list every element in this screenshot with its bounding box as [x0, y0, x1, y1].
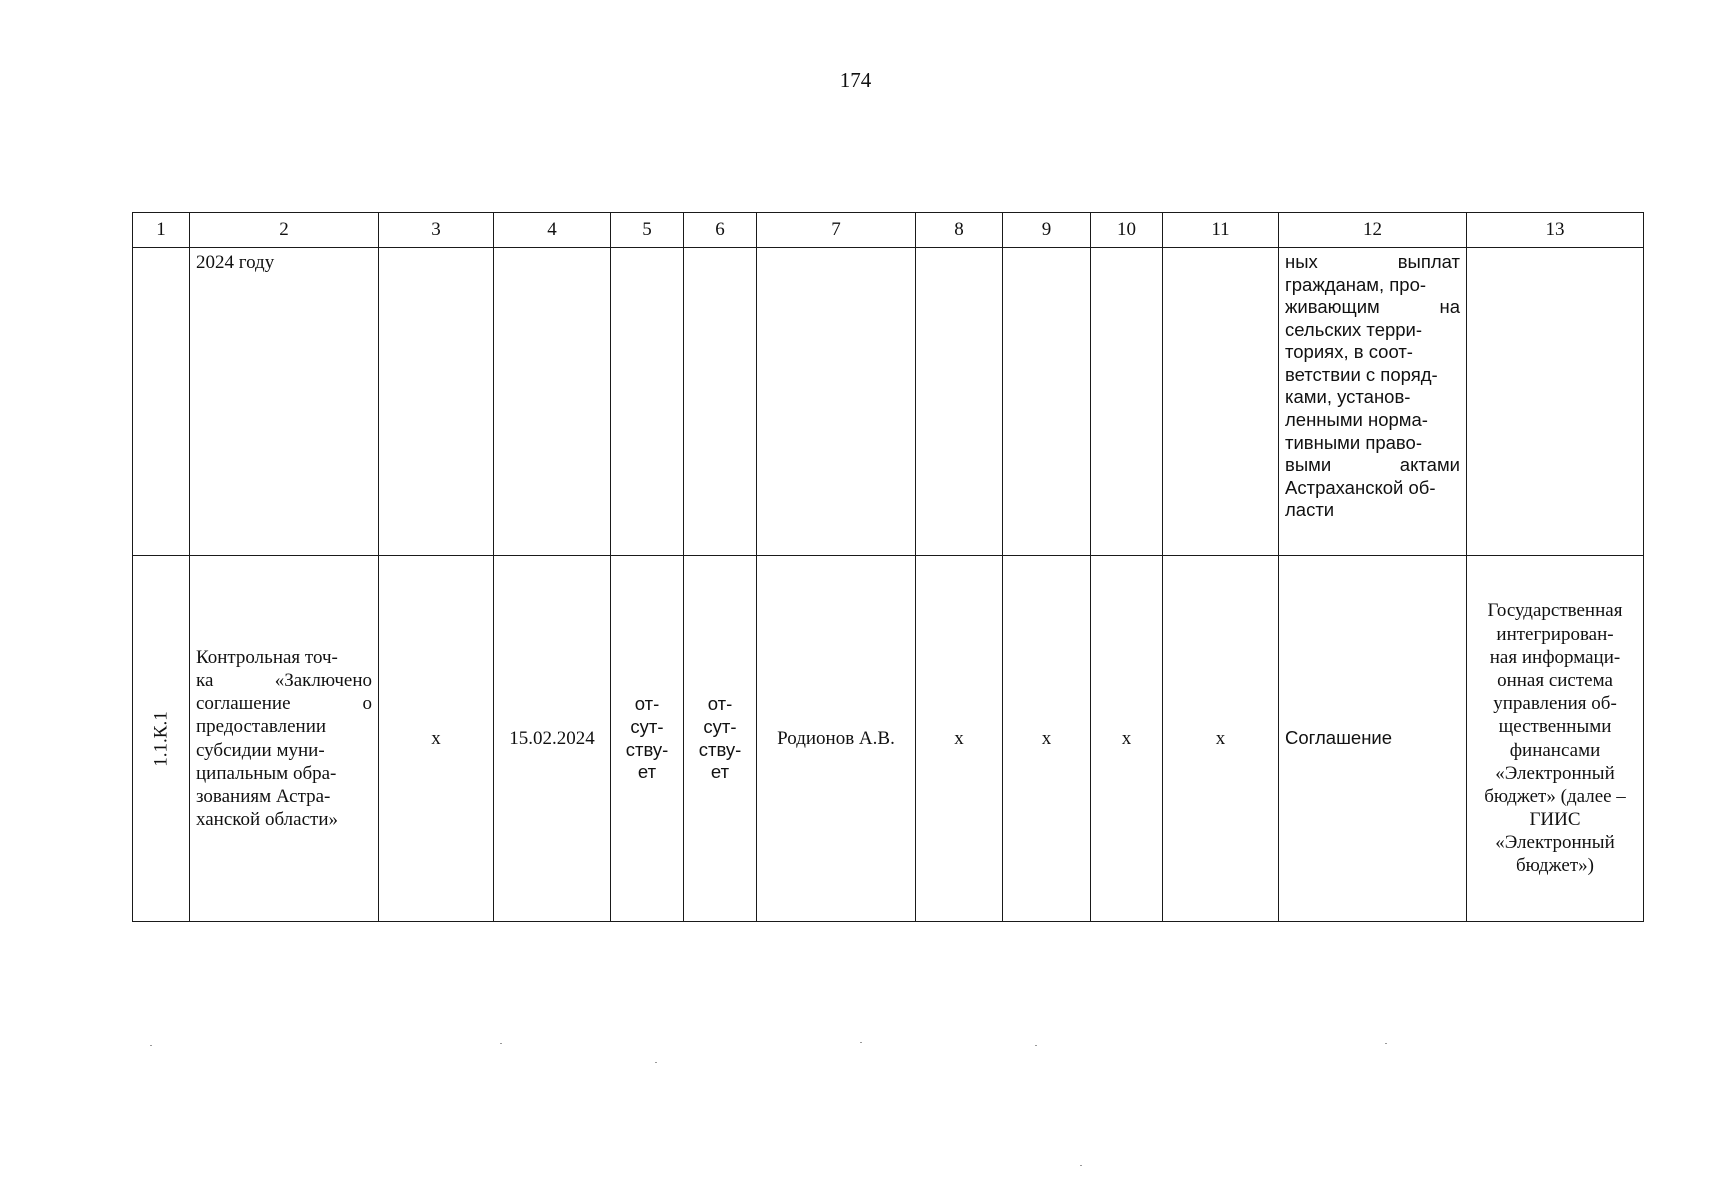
header-cell: 13: [1467, 213, 1644, 248]
header-cell: 12: [1279, 213, 1467, 248]
table-cell: [379, 248, 494, 556]
header-cell: 2: [190, 213, 379, 248]
table-cell: Государственная интегрирован- ная информаци- онная система управления об- щественными финансами «Электронный бюджет» (далее – ГИИС «Электронный бюджет»): [1467, 556, 1644, 922]
table-cell: [611, 248, 684, 556]
table-cell: Контрольная точ- ка «Заключено соглашение о предоставлении субсидии муни- ципальным обра- зованиям Астра- ханской области»: [190, 556, 379, 922]
header-cell: 6: [684, 213, 757, 248]
data-table: [132, 212, 1644, 922]
table-cell: ных выплат гражданам, про- живающим на сельских терри- ториях, в соот- ветствии с поряд- ками, установ- ленными норма- тивными право- выми актами Астраханской об- ласти: [1279, 248, 1467, 556]
scan-speck: [150, 1045, 152, 1046]
table-cell: х: [1091, 556, 1163, 922]
header-cell: 11: [1163, 213, 1279, 248]
table-row: [133, 248, 1644, 556]
header-cell: 5: [611, 213, 684, 248]
page-number: 174: [839, 68, 872, 92]
scan-speck: [500, 1043, 502, 1044]
table-cell: от- сут- ству- ет: [611, 556, 684, 922]
table-cell: х: [379, 556, 494, 922]
scan-speck: [1080, 1165, 1082, 1166]
table-cell: [757, 248, 916, 556]
table-cell: [1163, 248, 1279, 556]
header-cell: 3: [379, 213, 494, 248]
header-row: [133, 213, 1644, 248]
table-cell: [494, 248, 611, 556]
table-cell: от- сут- ству- ет: [684, 556, 757, 922]
table-cell: [1091, 248, 1163, 556]
table-cell: Соглашение: [1279, 556, 1467, 922]
table-cell: [133, 556, 190, 922]
header-cell: 9: [1003, 213, 1091, 248]
scan-speck: [1385, 1043, 1387, 1044]
table-cell: [916, 248, 1003, 556]
table-cell: [1003, 248, 1091, 556]
header-cell: 4: [494, 213, 611, 248]
row-code: 1.1.К.1: [150, 710, 172, 767]
table-cell: Родионов А.В.: [757, 556, 916, 922]
table-cell: 15.02.2024: [494, 556, 611, 922]
table-cell: 2024 году: [190, 248, 379, 556]
scan-speck: [1035, 1045, 1037, 1046]
table-cell: [1467, 248, 1644, 556]
table-cell: х: [1003, 556, 1091, 922]
table-cell: [133, 248, 190, 556]
header-cell: 8: [916, 213, 1003, 248]
header-cell: 7: [757, 213, 916, 248]
table-cell: [684, 248, 757, 556]
table-row: [133, 556, 1644, 922]
scan-speck: [655, 1062, 657, 1063]
scan-speck: [860, 1042, 862, 1043]
header-cell: 10: [1091, 213, 1163, 248]
header-cell: 1: [133, 213, 190, 248]
table-cell: х: [1163, 556, 1279, 922]
table-cell: х: [916, 556, 1003, 922]
